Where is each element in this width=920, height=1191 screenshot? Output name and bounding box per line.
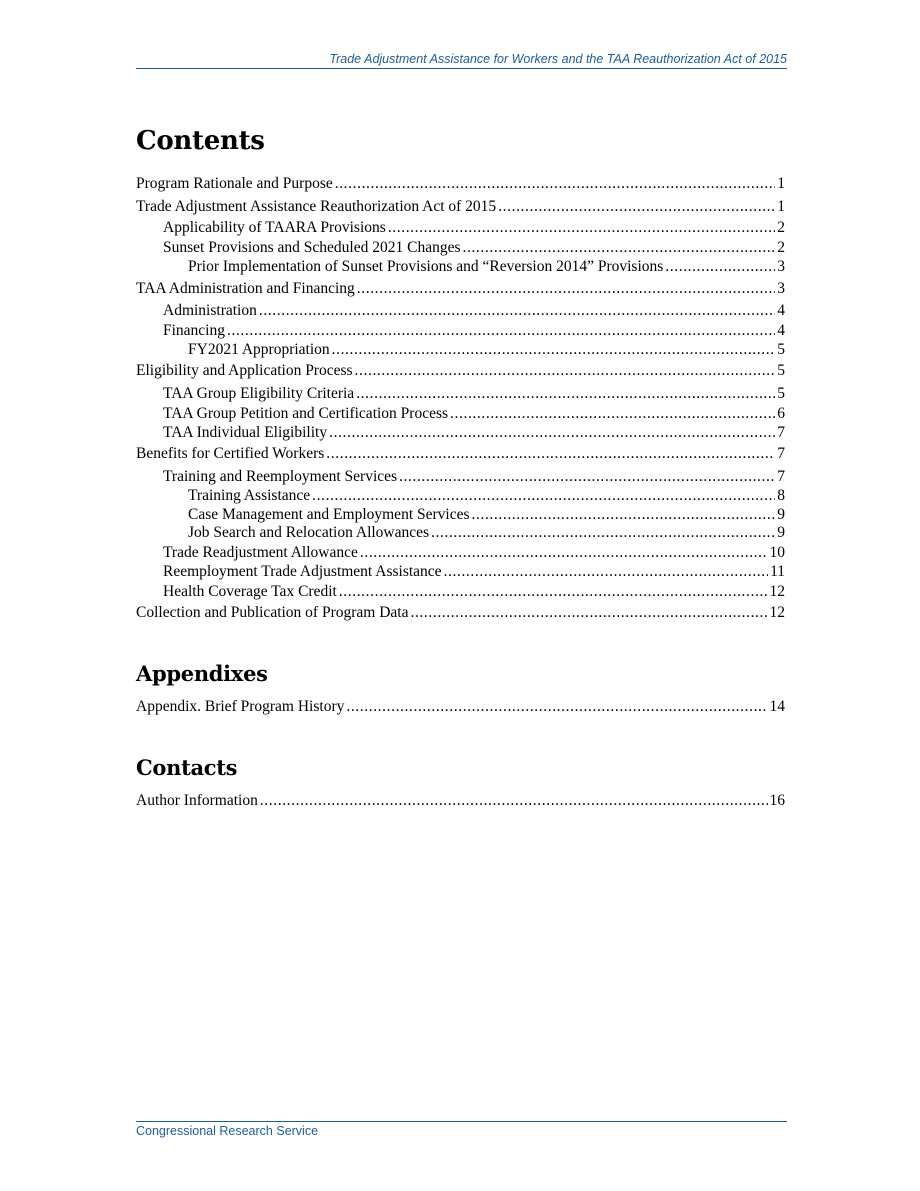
toc-entry[interactable] <box>163 405 785 423</box>
toc-entry-title: Appendix. Brief Program History <box>136 698 345 715</box>
toc-leader-dots <box>312 487 775 505</box>
toc-entry[interactable] <box>163 322 785 340</box>
toc-entry[interactable] <box>136 604 785 622</box>
toc-entry[interactable] <box>188 487 785 505</box>
toc-entry[interactable] <box>136 198 785 216</box>
toc-entry-page: 2 <box>777 239 785 256</box>
toc-entry-title: Benefits for Certified Workers <box>136 445 325 462</box>
toc-entry-title: TAA Individual Eligibility <box>163 424 328 441</box>
toc-leader-dots <box>259 302 775 320</box>
toc-leader-dots <box>388 219 775 237</box>
toc-entry-page: 9 <box>777 524 785 541</box>
toc-entry-page: 7 <box>777 445 785 462</box>
toc-entry-page: 11 <box>770 563 785 580</box>
toc-entry[interactable] <box>163 544 785 562</box>
toc-entry[interactable] <box>136 792 785 810</box>
toc-entry[interactable] <box>188 258 785 276</box>
toc-entry-page: 2 <box>777 219 785 236</box>
appendixes-heading: Appendixes <box>136 661 268 686</box>
toc-entry-page: 1 <box>777 198 785 215</box>
contacts-heading: Contacts <box>136 755 238 780</box>
contents-heading: Contents <box>136 126 265 156</box>
toc-entry-page: 3 <box>777 280 785 297</box>
toc-leader-dots <box>498 198 775 216</box>
toc-entry-page: 1 <box>777 175 785 192</box>
toc-entry-page: 12 <box>769 583 785 600</box>
toc-entry[interactable] <box>163 583 785 601</box>
running-footer: Congressional Research Service <box>136 1121 787 1138</box>
toc-entry-page: 7 <box>777 468 785 485</box>
toc-leader-dots <box>665 258 775 276</box>
toc-entry-title: Applicability of TAARA Provisions <box>163 219 386 236</box>
toc-entry-title: Case Management and Employment Services <box>188 506 470 523</box>
toc-entry-title: FY2021 Appropriation <box>188 341 330 358</box>
toc-leader-dots <box>357 280 775 298</box>
toc-entry-page: 4 <box>777 322 785 339</box>
toc-entry-page: 8 <box>777 487 785 504</box>
toc-entry-page: 10 <box>769 544 785 561</box>
toc-entry-title: Trade Adjustment Assistance Reauthorization Act of 2015 <box>136 198 497 215</box>
toc-entry[interactable] <box>136 698 785 716</box>
toc-leader-dots <box>335 175 776 193</box>
toc-entry[interactable] <box>136 280 785 298</box>
toc-entry-title: Training Assistance <box>188 487 311 504</box>
toc-entry-page: 5 <box>777 385 785 402</box>
toc-leader-dots <box>260 792 768 810</box>
toc-entry-page: 16 <box>769 792 785 809</box>
toc-entry-page: 5 <box>777 362 785 379</box>
toc-entry[interactable] <box>188 524 785 542</box>
toc-entry[interactable] <box>163 385 785 403</box>
toc-leader-dots <box>346 698 767 716</box>
toc-entry-title: Health Coverage Tax Credit <box>163 583 337 600</box>
toc-entry-page: 7 <box>777 424 785 441</box>
toc-leader-dots <box>410 604 767 622</box>
toc-entry-title: TAA Administration and Financing <box>136 280 355 297</box>
toc-leader-dots <box>360 544 768 562</box>
toc-leader-dots <box>332 341 776 359</box>
toc-entry[interactable] <box>188 506 785 524</box>
toc-leader-dots <box>227 322 775 340</box>
toc-entry[interactable] <box>163 219 785 237</box>
toc-entry-title: Eligibility and Application Process <box>136 362 353 379</box>
toc-entry[interactable] <box>163 563 785 581</box>
toc-entry-title: Sunset Provisions and Scheduled 2021 Changes <box>163 239 461 256</box>
toc-entry-title: Program Rationale and Purpose <box>136 175 333 192</box>
toc-entry-title: Financing <box>163 322 225 339</box>
toc-leader-dots <box>399 468 775 486</box>
toc-leader-dots <box>326 445 775 463</box>
toc-entry-page: 9 <box>777 506 785 523</box>
toc-leader-dots <box>444 563 769 581</box>
toc-entry[interactable] <box>136 445 785 463</box>
toc-entry-page: 4 <box>777 302 785 319</box>
toc-entry[interactable] <box>163 239 785 257</box>
toc-leader-dots <box>463 239 776 257</box>
toc-entry-page: 5 <box>777 341 785 358</box>
toc-entry-title: Collection and Publication of Program Data <box>136 604 409 621</box>
toc-entry-title: Training and Reemployment Services <box>163 468 398 485</box>
toc-leader-dots <box>329 424 775 442</box>
toc-entry[interactable] <box>188 341 785 359</box>
toc-entry-title: TAA Group Eligibility Criteria <box>163 385 355 402</box>
toc-entry-title: Prior Implementation of Sunset Provisions and “Reversion 2014” Provisions <box>188 258 664 275</box>
toc-entry-title: Trade Readjustment Allowance <box>163 544 358 561</box>
toc-entry[interactable] <box>136 175 785 193</box>
toc-entry[interactable] <box>163 468 785 486</box>
toc-entry[interactable] <box>163 302 785 320</box>
toc-entry-page: 12 <box>769 604 785 621</box>
toc-leader-dots <box>355 362 776 380</box>
toc-leader-dots <box>472 506 776 524</box>
toc-leader-dots <box>450 405 775 423</box>
toc-entry-title: TAA Group Petition and Certification Process <box>163 405 449 422</box>
toc-entry-title: Job Search and Relocation Allowances <box>188 524 430 541</box>
toc-entry-page: 6 <box>777 405 785 422</box>
toc-entry[interactable] <box>136 362 785 380</box>
toc-entry-page: 3 <box>777 258 785 275</box>
toc-entry-title: Administration <box>163 302 257 319</box>
toc-entry[interactable] <box>163 424 785 442</box>
running-header: Trade Adjustment Assistance for Workers and the TAA Reauthorization Act of 2015 <box>136 52 787 69</box>
toc-leader-dots <box>339 583 768 601</box>
toc-entry-page: 14 <box>769 698 785 715</box>
toc-leader-dots <box>356 385 775 403</box>
toc-entry-title: Reemployment Trade Adjustment Assistance <box>163 563 442 580</box>
toc-leader-dots <box>431 524 775 542</box>
toc-entry-title: Author Information <box>136 792 258 809</box>
